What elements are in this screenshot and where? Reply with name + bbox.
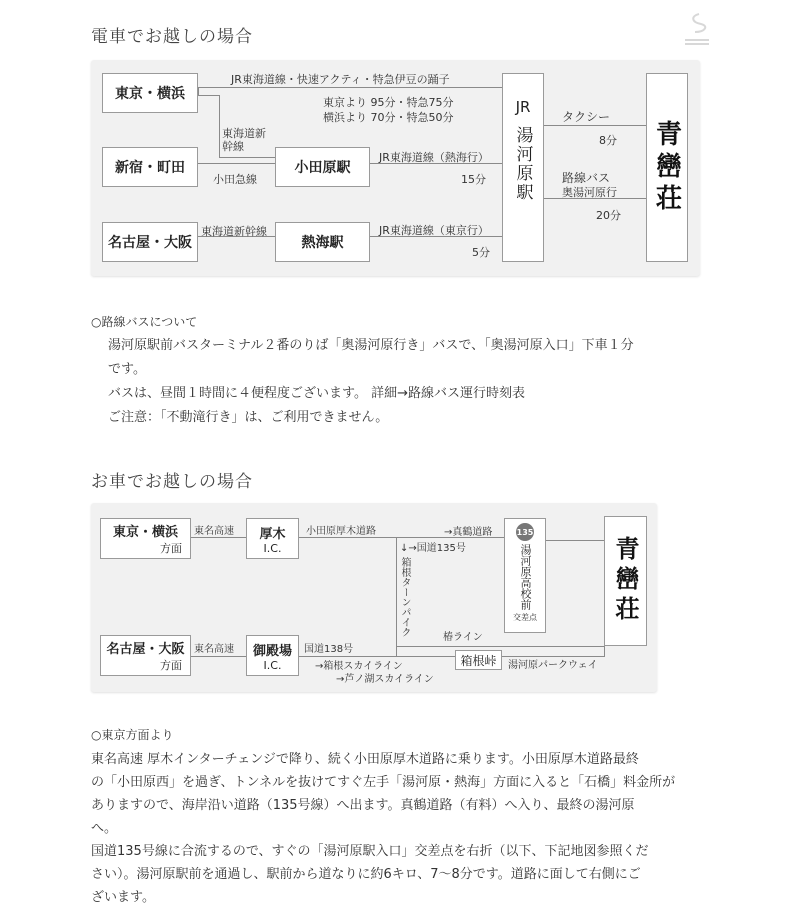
hakone-turnpike-label: 箱根ターンパイク <box>399 557 410 637</box>
tokyo-dir-p2-line2: さい）。湯河原駅前を通過し、駅前から道なりに約6キロ、7〜8分です。道路に面して右側にご <box>91 867 641 882</box>
car-origin-tokyo <box>100 518 191 559</box>
jr-tokyo-bound-label: JR東海道線（東京行） <box>379 224 489 237</box>
car-section-title: お車でお越しの場合 <box>91 472 253 492</box>
time-20-label: 20分 <box>596 209 621 222</box>
tokyo-dir-p1-line3: ありますので、海岸沿い道路（135号線）へ出ます。真鶴道路（有料）へ入り、最終の湯河原 <box>91 798 635 813</box>
jr-label: JR <box>515 98 531 116</box>
bus-timetable-link[interactable]: 路線バス運行時刻表 <box>408 386 526 401</box>
yugawara-parkway-label: 湯河原パークウェイ <box>508 660 598 671</box>
hakone-skyline-label: →箱根スカイライン <box>315 661 403 672</box>
atami-station: 熱海駅 <box>275 222 370 262</box>
tokyo-dir-p1-line1: 東名高速 厚木インターチェンジで降り、続く小田原厚木道路に乗ります。小田原厚木道路最終 <box>91 752 639 767</box>
origin-tokyo-yokohama: 東京・横浜 <box>102 73 198 113</box>
car-origin-nagoya-sub: 方面 <box>160 659 182 672</box>
odawara-station: 小田原駅 <box>275 147 370 187</box>
route-jr-tokaido-label: JR東海道線・快速アクティ・特急伊豆の踊子 <box>231 73 450 86</box>
gotemba-ic-label: I.C. <box>263 658 282 672</box>
tokyo-directions-body <box>91 748 675 909</box>
gotemba-ic-box <box>246 635 299 676</box>
time-15-label: 15分 <box>461 173 486 186</box>
bus-info-heading: ○路線バスについて <box>91 315 198 329</box>
corner-ornament <box>681 10 711 50</box>
route-135-badge: 135 <box>516 523 534 541</box>
bus-info-line2: です。 <box>108 362 146 377</box>
bus-info-line3-text: バスは、昼間１時間に４便程度ございます。 詳細→ <box>108 386 408 401</box>
tokyo-dir-p1-line2: の「小田原西」を過ぎ、トンネルを抜けてすぐ左手「湯河原・熱海」方面に入ると「石橋」料金所が <box>91 775 676 790</box>
tomei-label-2: 東名高速 <box>194 644 234 655</box>
bus-info-line4: ご注意：「不動滝行き」は、ご利用できません。 <box>108 410 389 425</box>
inn-logo: 青巒荘 <box>651 119 682 216</box>
hakone-pass-box: 箱根峠 <box>455 650 502 670</box>
gotemba-label: 御殿場 <box>252 643 292 659</box>
time-8-label: 8分 <box>599 134 617 147</box>
inn-logo-box <box>646 73 688 262</box>
bus-info-line1: 湯河原駅前バスターミナル２番のりば「奥湯河原行き」バスで、「奥湯河原入口」下車１分 <box>108 338 634 353</box>
car-inn-logo: 青巒荘 <box>611 536 640 626</box>
jr-atami-bound-label: JR東海道線（熱海行） <box>379 151 489 164</box>
shinkansen-label: 東海道新幹線 <box>222 127 266 153</box>
tokyo-dir-p2-line3: ざいます。 <box>91 890 155 905</box>
ashinoko-skyline-label: →芦ノ湖スカイライン <box>336 674 434 685</box>
train-section-title: 電車でお越しの場合 <box>91 27 253 47</box>
route-135-label: ↓→国道135号 <box>400 543 466 554</box>
tokyo-dir-p2-line1: 国道135号線に合流するので、すぐの「湯河原駅入口」交差点を右折（以下、下記地図参照くだ <box>91 844 649 859</box>
time-from-yokohama: 横浜より 70分・特急50分 <box>323 111 454 124</box>
bus-label: 路線バス <box>562 171 611 185</box>
bus-info-line3 <box>108 382 634 406</box>
intersection-label: 湯河原高校前 <box>519 544 532 610</box>
taxi-label: タクシー <box>562 110 611 124</box>
car-inn-logo-box <box>604 516 647 646</box>
odawara-atsugi-road-label: 小田原厚木道路 <box>306 526 376 537</box>
time-from-tokyo: 東京より 95分・特急75分 <box>323 96 454 109</box>
bus-destination-label: 奥湯河原行 <box>562 186 617 199</box>
tokaido-shinkansen-label: 東海道新幹線 <box>201 225 267 238</box>
atsugi-label: 厚木 <box>259 526 286 542</box>
atsugi-ic-box <box>246 518 299 559</box>
manazuru-road-label: →真鶴道路 <box>444 527 493 538</box>
car-origin-nagoya-label: 名古屋・大阪 <box>106 642 185 657</box>
intersection-sub-label: 交差点 <box>513 613 537 622</box>
route-138-label: 国道138号 <box>304 644 354 655</box>
origin-nagoya-osaka: 名古屋・大阪 <box>102 222 198 262</box>
tsubaki-line-label: 椿ライン <box>443 632 483 643</box>
tomei-label-1: 東名高速 <box>194 526 234 537</box>
time-5-label: 5分 <box>472 246 490 259</box>
car-origin-tokyo-sub: 方面 <box>160 542 182 555</box>
intersection-box <box>504 518 546 633</box>
car-origin-tokyo-label: 東京・横浜 <box>112 525 178 540</box>
tokyo-directions-heading: ○東京方面より <box>91 728 174 742</box>
car-origin-nagoya <box>100 635 191 676</box>
odakyu-label: 小田急線 <box>213 173 257 186</box>
yugawara-station-label: 湯河原駅 <box>512 126 533 202</box>
car-route-diagram <box>91 503 657 692</box>
origin-shinjuku-machida: 新宿・町田 <box>102 147 198 187</box>
tokyo-dir-p1-line4: へ。 <box>91 821 118 836</box>
atsugi-ic-label: I.C. <box>263 541 282 555</box>
yugawara-station-box <box>502 73 544 262</box>
train-route-diagram <box>91 60 700 276</box>
